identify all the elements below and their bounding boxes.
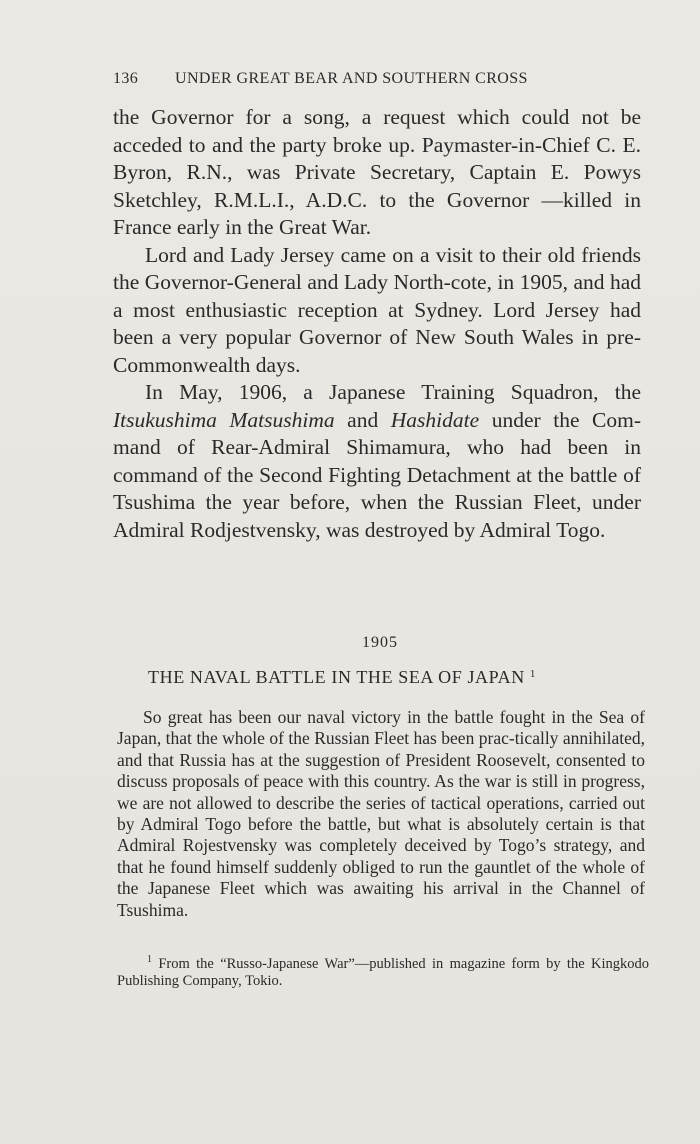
paragraph [113,379,641,544]
running-header [113,70,593,88]
ship-name: Matsushima [229,407,335,432]
section-title-text: THE NAVAL BATTLE IN THE SEA OF JAPAN [148,667,525,687]
footnote-text: From the “Russo-Japanese War”—published in magazine form by the Kingkodo Publishing Company, Tokio. [117,955,650,989]
ship-name: Hashidate [390,407,480,432]
page-number: 136 [113,70,139,87]
quote-paragraph: So great has been our naval victory in the battle fought in the Sea of Japan, that the whole of the Russian Fleet has been prac-tically annihilated, and that Russia has at the suggestion of President Roosevelt, consented to discuss proposals of peace with this country. As the war is still in progress, we are not allowed to describe the series of tactical operations, carried out by Admiral Togo before the battle, but what is absolutely certain is that Admiral Rojestvensky was completely deceived by Togo’s strategy, and that he found himself suddenly obliged to run the gauntlet of the whole of the Japanese Fleet which was awaiting his arrival in the Channel of Tsushima. [117,707,645,920]
footnote-marker: 1 [529,668,537,680]
quoted-passage [117,707,645,921]
paragraph-text: In May, 1906, a Japanese Training Squadron, the [145,380,641,404]
paragraph: Lord and Lady Jersey came on a visit to their old friends the Governor-General and Lady North-cote, in 1905, and had a most enthusiastic reception at Sydney. Lord Jersey had been a very popular Governor of New South Wales in pre-Commonwealth days. [113,242,641,377]
footnote-number: 1 [147,954,152,965]
ship-name: Itsukushima [113,407,217,432]
paragraph-text: under the Com-mand of Rear-Admiral Shimamura, who had been in command of the Second Fighting Detachment at the battle of Tsushima the year before, when the Russian Fleet, under Admiral Rodjestvensky, was destroyed by Admiral Togo. [113,407,642,542]
main-text [113,104,641,544]
footnote [117,951,649,990]
running-title: UNDER GREAT BEAR AND SOUTHERN CROSS [175,70,528,87]
section-year: 1905 [362,634,398,651]
paragraph-text: and [347,407,379,432]
paragraph: the Governor for a song, a request which could not be acceded to and the party broke up. Paymaster-in-Chief C. E. Byron, R.N., was Private Secretary, Captain E. Powys Sketchley, R.M.L.I., A.D.C. to the Governor —killed in France early in the Great War. [113,105,641,239]
section-title [148,667,628,688]
